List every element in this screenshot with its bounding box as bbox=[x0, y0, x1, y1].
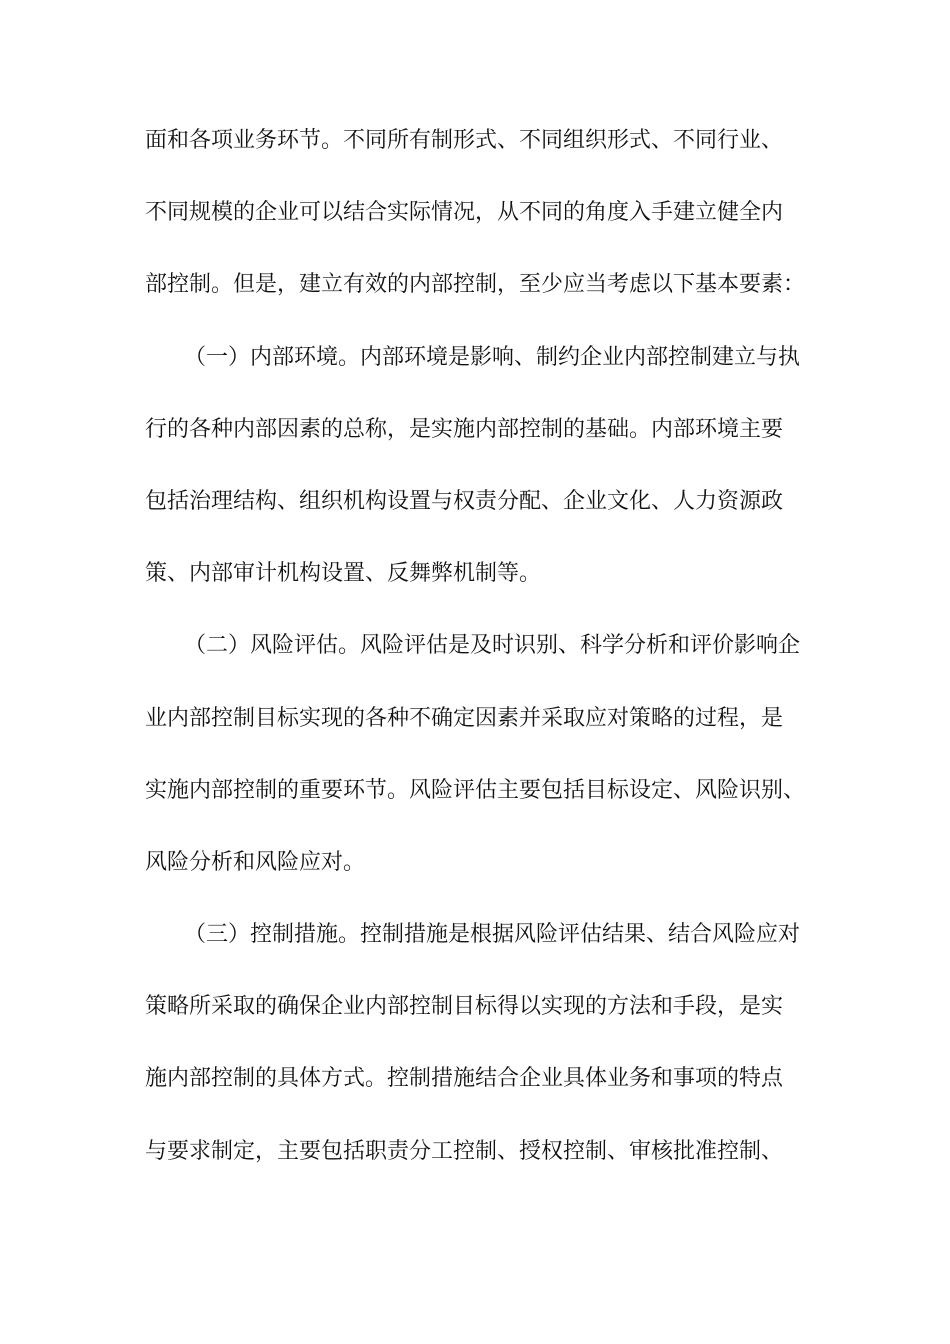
text-line: 施内部控制的具体方式。控制措施结合企业具体业务和事项的特点 bbox=[145, 1066, 784, 1092]
paragraph-start-line: （二）风险评估。风险评估是及时识别、科学分析和评价影响企 bbox=[184, 633, 801, 659]
text-line: 行的各种内部因素的总称，是实施内部控制的基础。内部环境主要 bbox=[145, 416, 784, 442]
document-body bbox=[145, 127, 825, 1166]
text-line: 与要求制定，主要包括职责分工控制、授权控制、审核批准控制、 bbox=[145, 1138, 784, 1164]
text-line: 策、内部审计机构设置、反舞弊机制等。 bbox=[145, 561, 542, 587]
paragraph-start-line: （一）内部环境。内部环境是影响、制约企业内部控制建立与执 bbox=[184, 344, 801, 370]
text-line: 部控制。但是，建立有效的内部控制，至少应当考虑以下基本要素： bbox=[145, 272, 806, 298]
text-line: 面和各项业务环节。不同所有制形式、不同组织形式、不同行业、 bbox=[145, 128, 784, 153]
text-line: 包括治理结构、组织机构设置与权责分配、企业文化、人力资源政 bbox=[145, 488, 784, 514]
paragraph-start-line: （三）控制措施。控制措施是根据风险评估结果、结合风险应对 bbox=[184, 922, 801, 948]
text-line: 风险分析和风险应对。 bbox=[145, 849, 366, 875]
text-line: 策略所采取的确保企业内部控制目标得以实现的方法和手段，是实 bbox=[145, 994, 784, 1020]
text-line: 不同规模的企业可以结合实际情况，从不同的角度入手建立健全内 bbox=[145, 200, 784, 226]
text-line: 实施内部控制的重要环节。风险评估主要包括目标设定、风险识别、 bbox=[145, 777, 806, 803]
text-line: 业内部控制目标实现的各种不确定因素并采取应对策略的过程，是 bbox=[145, 705, 784, 731]
